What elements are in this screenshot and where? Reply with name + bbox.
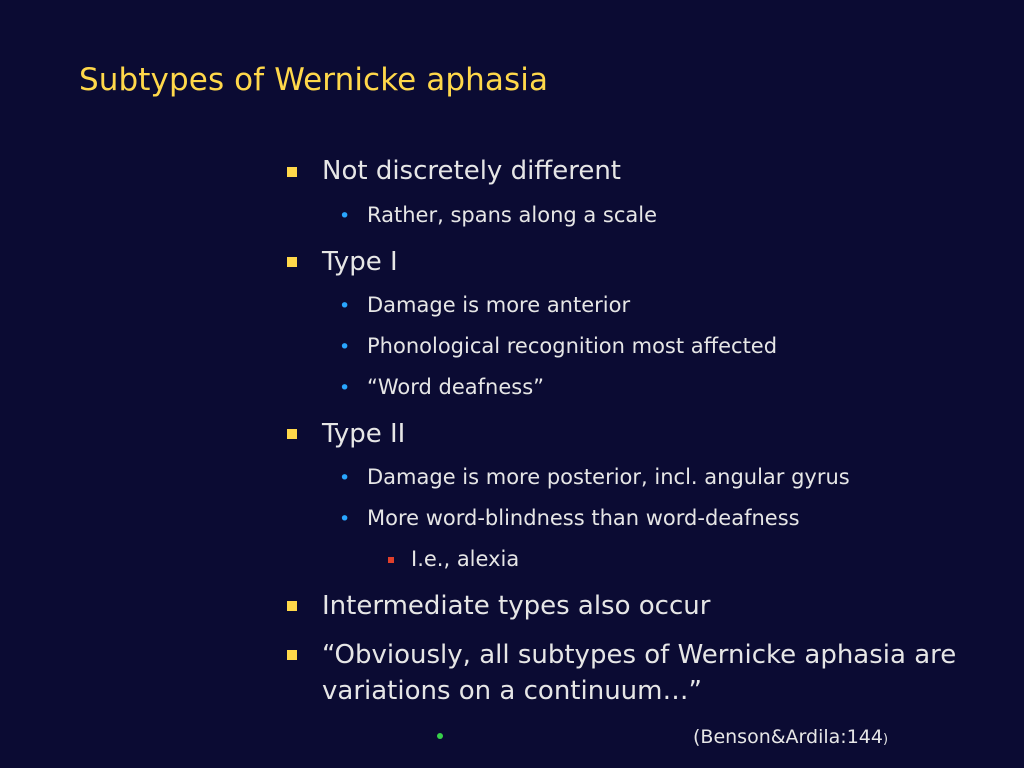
bullet-level2: More word-blindness than word-deafness xyxy=(367,506,800,530)
square-small-bullet-icon xyxy=(388,557,394,563)
bullet-level3: I.e., alexia xyxy=(411,547,520,571)
citation xyxy=(693,726,888,748)
bullet-level1-quote: “Obviously, all subtypes of Wernicke aphasia are variations on a continuum…” xyxy=(322,640,957,706)
square-bullet-icon xyxy=(287,257,297,267)
slide-title: Subtypes of Wernicke aphasia xyxy=(79,62,549,98)
square-bullet-icon xyxy=(287,429,297,439)
square-bullet-icon xyxy=(287,601,297,611)
square-bullet-icon xyxy=(287,650,297,660)
dot-bullet-icon: • xyxy=(339,336,351,358)
bullet-level1: Intermediate types also occur xyxy=(322,591,711,621)
citation-text: (Benson&Ardila:144 xyxy=(693,726,883,748)
dot-bullet-icon: • xyxy=(339,295,351,317)
dot-bullet-icon: • xyxy=(339,467,351,489)
dot-bullet-icon: • xyxy=(339,377,351,399)
citation-closing-paren: ) xyxy=(882,732,889,747)
bullet-level2: Damage is more anterior xyxy=(367,293,631,317)
bullet-level2: “Word deafness” xyxy=(367,375,545,399)
bullet-level1: Type I xyxy=(322,247,398,277)
green-dot-bullet-icon xyxy=(437,733,443,739)
bullet-level1: Not discretely different xyxy=(322,156,621,186)
bullet-level2: Phonological recognition most affected xyxy=(367,334,778,358)
dot-bullet-icon: • xyxy=(339,508,351,530)
bullet-level1: Type II xyxy=(322,419,406,449)
bullet-level2: Damage is more posterior, incl. angular gyrus xyxy=(367,465,850,489)
dot-bullet-icon: • xyxy=(339,205,351,227)
bullet-level2: Rather, spans along a scale xyxy=(367,203,658,227)
square-bullet-icon xyxy=(287,167,297,177)
